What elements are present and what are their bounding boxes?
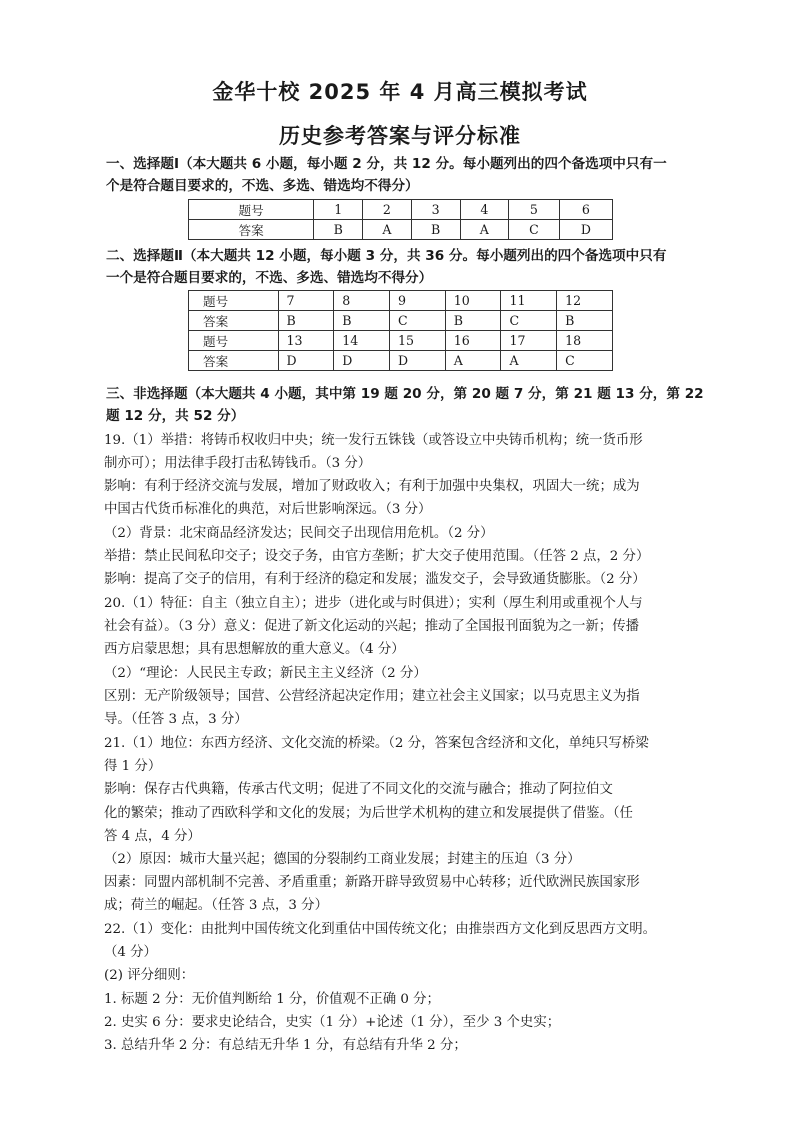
answer-cell: A bbox=[460, 220, 508, 240]
answer-cell: D bbox=[389, 351, 445, 371]
answer-cell: 7 bbox=[278, 291, 334, 311]
answer-line: (2) 评分细则： bbox=[104, 968, 195, 983]
heading-line: 二、选择题Ⅱ（本大题共 12 小题，每小题 3 分，共 36 分。每小题列出的四个备选项中只有 bbox=[106, 248, 667, 264]
row-label-cell: 题号 bbox=[189, 291, 279, 311]
answer-cell: 16 bbox=[445, 331, 501, 351]
answer-cell: A bbox=[445, 351, 501, 371]
answer-cell: 18 bbox=[557, 331, 613, 351]
section2-heading bbox=[106, 245, 706, 289]
answer-line: （4 分） bbox=[104, 945, 157, 960]
answer-line: 中国古代货币标准化的典范，对后世影响深远。（3 分） bbox=[104, 502, 432, 517]
answer-cell: B bbox=[314, 220, 363, 240]
answer-row bbox=[189, 200, 613, 220]
answer-row bbox=[189, 351, 613, 371]
answer-row bbox=[189, 220, 613, 240]
answer-cell: D bbox=[334, 351, 390, 371]
row-label-cell: 题号 bbox=[189, 200, 314, 220]
answer-line: （2）背景：北宋商品经济发达；民间交子出现信用危机。（2 分） bbox=[104, 526, 494, 541]
answer-cell: 10 bbox=[445, 291, 501, 311]
answer-cell: B bbox=[411, 220, 460, 240]
answer-cell: A bbox=[363, 220, 411, 240]
answer-cell: C bbox=[509, 220, 560, 240]
answer-cell: A bbox=[501, 351, 557, 371]
answer-line: 影响：保存古代典籍，传承古代文明；促进了不同文化的交流与融合；推动了阿拉伯文 bbox=[104, 782, 613, 797]
answer-cell: 4 bbox=[460, 200, 508, 220]
answer-line: 20.（1）特征：自主（独立自主）；进步（进化或与时俱进）；实利（厚生利用或重视个人与 bbox=[104, 596, 643, 611]
heading-line: 一、选择题Ⅰ（本大题共 6 小题，每小题 2 分，共 12 分。每小题列出的四个备选项中只有一 bbox=[106, 156, 667, 172]
answer-cell: 12 bbox=[557, 291, 613, 311]
answer-line: 影响：提高了交子的信用，有利于经济的稳定和发展；滥发交子，会导致通货膨胀。（2 分） bbox=[104, 572, 646, 587]
answer-row bbox=[189, 311, 613, 331]
answer-line: 导。（任答 3 点，3 分） bbox=[104, 712, 248, 727]
answer-cell: D bbox=[278, 351, 334, 371]
answer-line: 影响：有利于经济交流与发展，增加了财政收入；有利于加强中央集权，巩固大一统；成为 bbox=[104, 479, 640, 494]
answer-cell: 9 bbox=[389, 291, 445, 311]
answer-cell: 17 bbox=[501, 331, 557, 351]
answer-cell: C bbox=[557, 351, 613, 371]
answer-line: 成；荷兰的崛起。（任答 3 点，3 分） bbox=[104, 898, 328, 913]
answer-line: 制亦可）；用法律手段打击私铸钱币。（3 分） bbox=[104, 456, 372, 471]
answer-cell: C bbox=[501, 311, 557, 331]
answer-cell: 11 bbox=[501, 291, 557, 311]
answer-cell: 5 bbox=[509, 200, 560, 220]
row-label-cell: 答案 bbox=[189, 351, 279, 371]
answer-table-2 bbox=[188, 290, 613, 371]
answer-line: （2）原因：城市大量兴起；德国的分裂制约工商业发展；封建主的压迫（3 分） bbox=[104, 852, 581, 867]
answer-cell: B bbox=[445, 311, 501, 331]
answer-cell: B bbox=[557, 311, 613, 331]
heading-line: 题 12 分，共 52 分） bbox=[106, 408, 245, 424]
answer-line: 因素：同盟内部机制不完善、矛盾重重；新路开辟导致贸易中心转移；近代欧洲民族国家形 bbox=[104, 875, 640, 890]
answer-line: 2. 史实 6 分：要求史论结合，史实（1 分）+论述（1 分），至少 3 个史实； bbox=[104, 1015, 561, 1030]
answer-line: 社会有益）。（3 分）意义：促进了新文化运动的兴起；推动了全国报刊面貌为之一新；传播 bbox=[104, 619, 639, 634]
answer-line: 22.（1）变化：由批判中国传统文化到重估中国传统文化；由推崇西方文化到反思西方文明。 bbox=[104, 922, 657, 937]
answer-cell: 3 bbox=[411, 200, 460, 220]
answer-cell: B bbox=[334, 311, 390, 331]
answer-line: 21.（1）地位：东西方经济、文化交流的桥梁。（2 分，答案包含经济和文化，单纯只写桥梁 bbox=[104, 736, 649, 751]
answer-cell: 6 bbox=[559, 200, 612, 220]
answer-cell: 8 bbox=[334, 291, 390, 311]
heading-line: 个是符合题目要求的，不选、多选、错选均不得分） bbox=[106, 178, 419, 194]
answer-cell: 15 bbox=[389, 331, 445, 351]
answer-row bbox=[189, 331, 613, 351]
answer-line: 19.（1）举措：将铸币权收归中央；统一发行五铢钱（或答设立中央铸币机构；统一货币形 bbox=[104, 433, 643, 448]
row-label-cell: 答案 bbox=[189, 220, 314, 240]
answer-row bbox=[189, 291, 613, 311]
page-subtitle: 历史参考答案与评分标准 bbox=[279, 124, 521, 148]
answer-line: 举措：禁止民间私印交子；设交子务，由官方垄断；扩大交子使用范围。（任答 2 点，2 分） bbox=[104, 549, 650, 564]
answer-line: 1. 标题 2 分：无价值判断给 1 分，价值观不正确 0 分； bbox=[104, 992, 440, 1007]
answer-cell: 2 bbox=[363, 200, 411, 220]
answer-cell: D bbox=[559, 220, 612, 240]
answer-cell: 1 bbox=[314, 200, 363, 220]
row-label-cell: 题号 bbox=[189, 331, 279, 351]
heading-line: 三、非选择题（本大题共 4 小题，其中第 19 题 20 分，第 20 题 7 分，第 21 题 13 分，第 22 bbox=[106, 386, 704, 402]
answer-cell: C bbox=[389, 311, 445, 331]
answer-cell: 13 bbox=[278, 331, 334, 351]
answer-line: 答 4 点，4 分） bbox=[104, 829, 201, 844]
section3-heading bbox=[106, 383, 706, 427]
answer-line: （2）“理论：人民民主专政；新民主主义经济（2 分） bbox=[104, 666, 427, 681]
answer-line: 西方启蒙思想；具有思想解放的重大意义。（4 分） bbox=[104, 642, 405, 657]
answer-cell: 14 bbox=[334, 331, 390, 351]
heading-line: 一个是符合题目要求的，不选、多选、错选均不得分） bbox=[106, 270, 433, 286]
answer-line: 区别：无产阶级领导；国营、公营经济起决定作用；建立社会主义国家；以马克思主义为指 bbox=[104, 689, 640, 704]
answer-line: 得 1 分） bbox=[104, 759, 162, 774]
answer-line: 化的繁荣；推动了西欧科学和文化的发展；为后世学术机构的建立和发展提供了借鉴。（任 bbox=[104, 806, 633, 821]
page-title: 金华十校 2025 年 4 月高三模拟考试 bbox=[212, 80, 588, 104]
row-label-cell: 答案 bbox=[189, 311, 279, 331]
answer-line: 3. 总结升华 2 分：有总结无升华 1 分，有总结有升华 2 分； bbox=[104, 1038, 467, 1053]
section1-heading bbox=[106, 153, 706, 197]
answer-table-1 bbox=[188, 199, 613, 240]
answer-cell: B bbox=[278, 311, 334, 331]
